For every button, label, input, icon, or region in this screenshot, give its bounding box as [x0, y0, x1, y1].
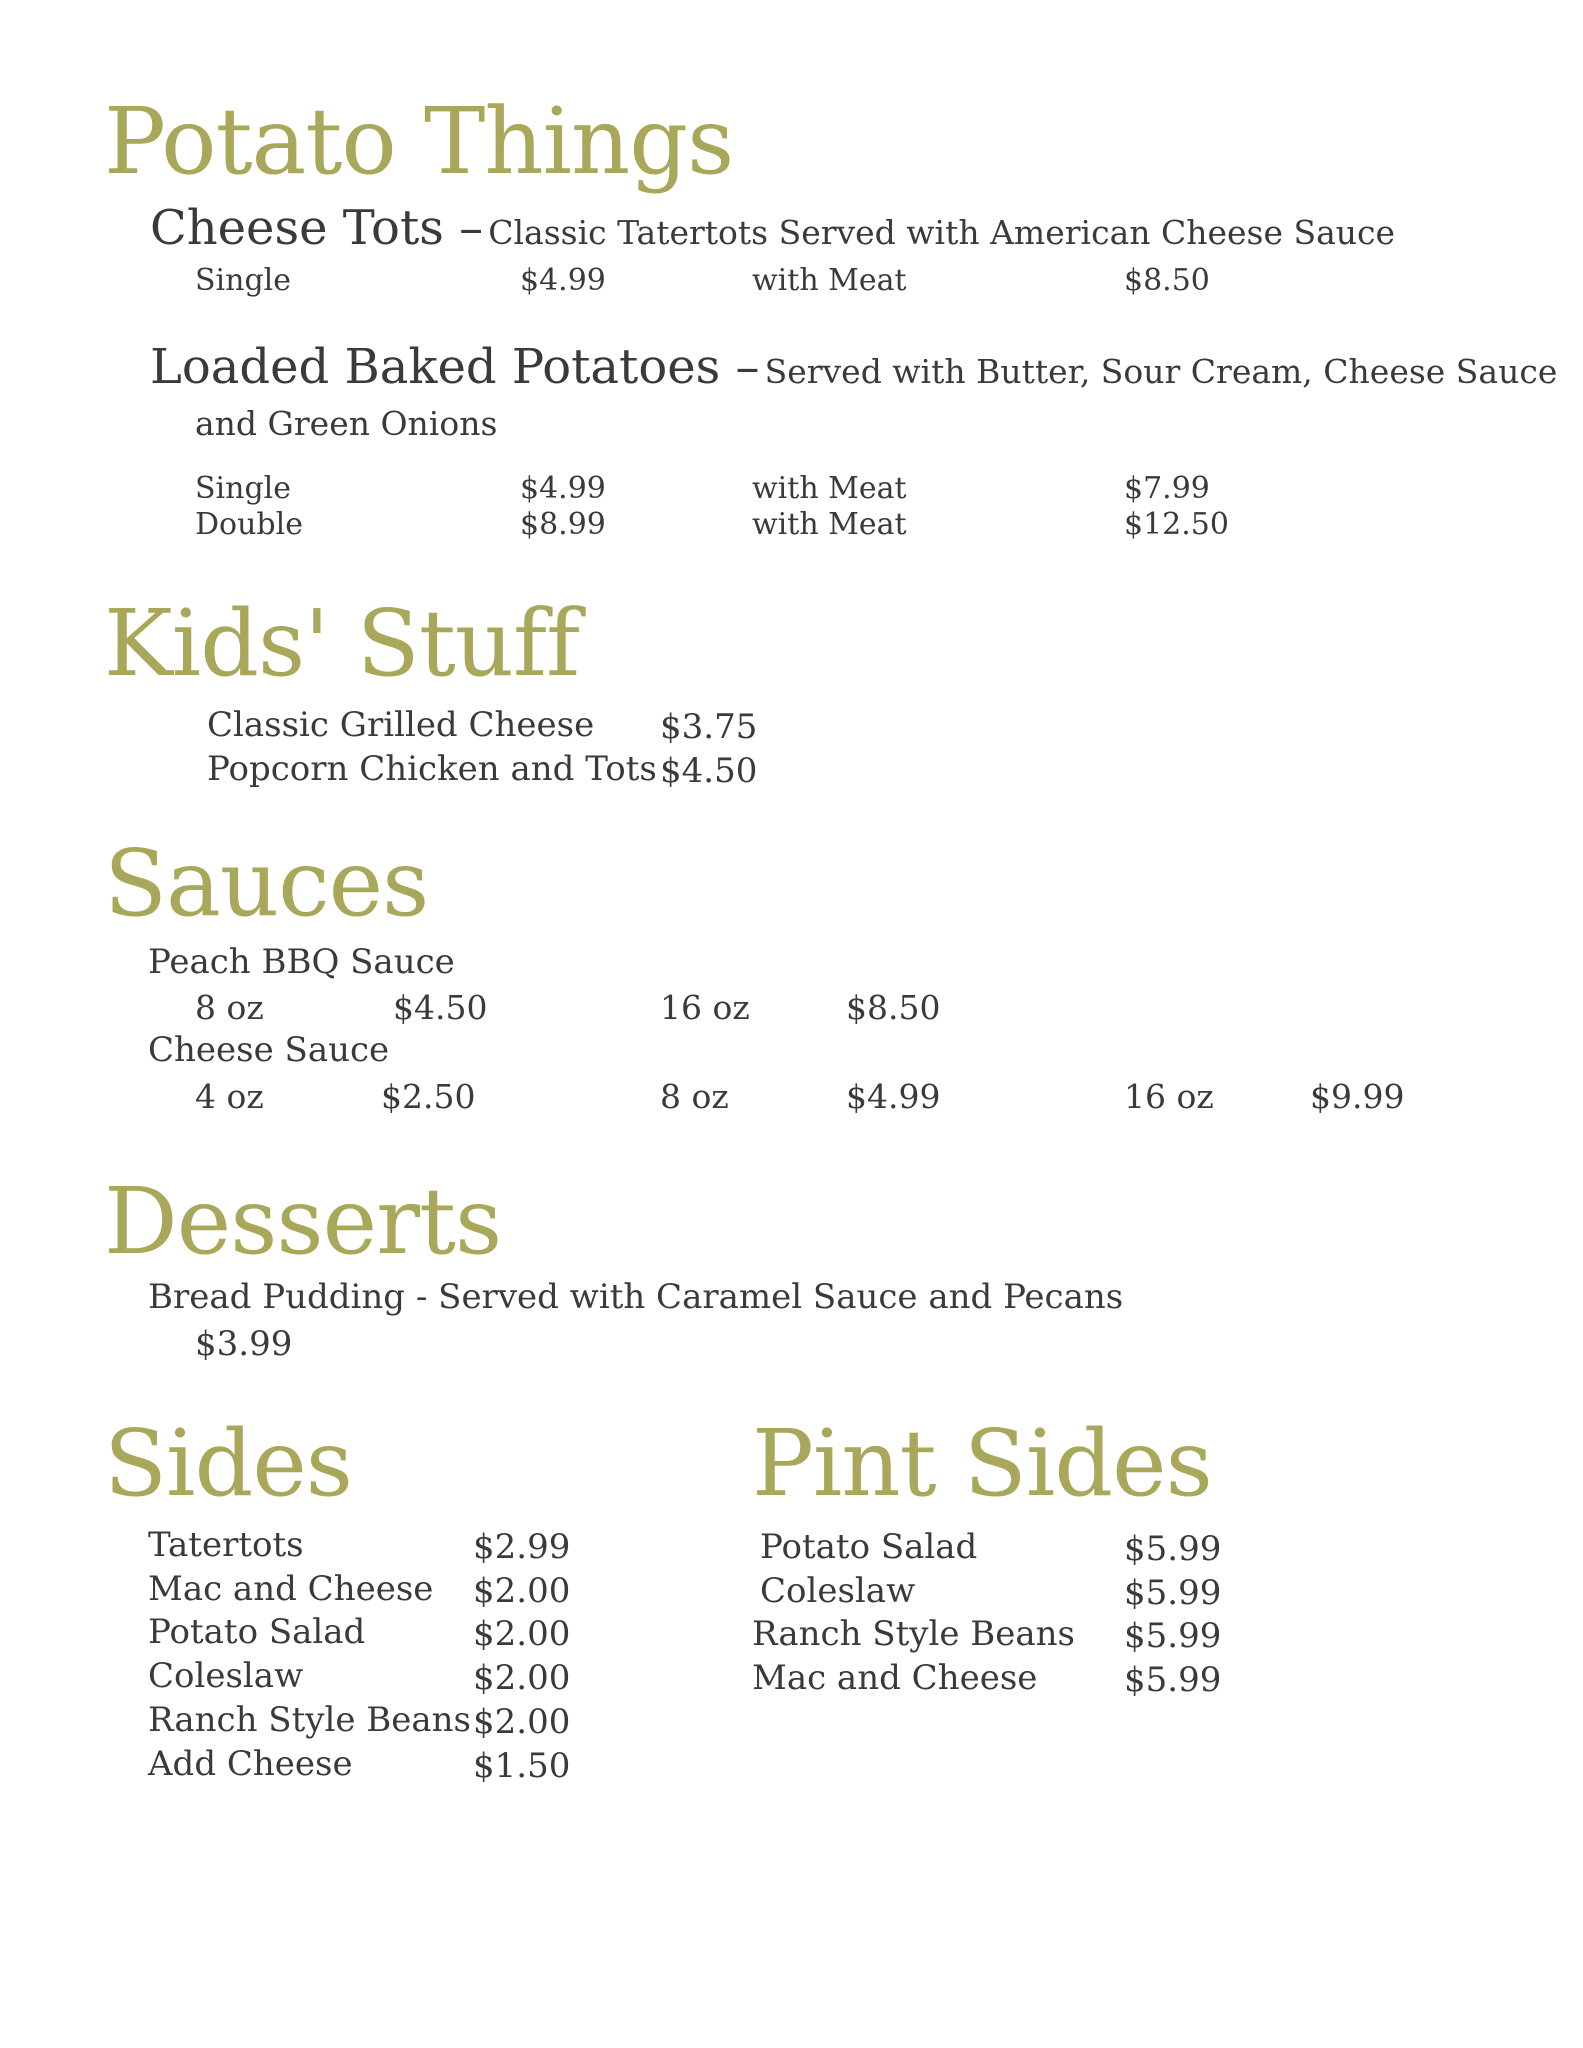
- loaded-baked-size: Single: [195, 471, 292, 506]
- side-price: $2.00: [473, 1702, 571, 1742]
- loaded-baked-meat-label: with Meat: [752, 471, 907, 506]
- loaded-baked-meat-price: $12.50: [1124, 507, 1229, 542]
- loaded-baked-line: [150, 339, 1558, 395]
- cheese-sauce-name: Cheese Sauce: [148, 1030, 390, 1070]
- cheese-tots-size: Single: [195, 263, 292, 298]
- side-price: $2.99: [473, 1527, 571, 1567]
- side-name: Add Cheese: [148, 1744, 353, 1784]
- side-price: $2.00: [473, 1614, 571, 1654]
- cheese-tots-meat-label: with Meat: [752, 263, 907, 298]
- kids-item-name: Classic Grilled Cheese: [207, 705, 595, 745]
- cheese-sauce-size: 8 oz: [660, 1077, 729, 1116]
- loaded-baked-price: $4.99: [520, 471, 606, 506]
- pint-side-name: Potato Salad: [760, 1527, 978, 1567]
- side-price: $2.00: [473, 1571, 571, 1611]
- loaded-baked-description: Served with Butter, Sour Cream, Cheese Sauce: [764, 352, 1558, 391]
- pint-side-name: Mac and Cheese: [752, 1658, 1038, 1698]
- side-price: $2.00: [473, 1658, 571, 1698]
- cheese-sauce-size: 4 oz: [195, 1077, 264, 1116]
- side-name: Coleslaw: [148, 1656, 304, 1696]
- side-name: Potato Salad: [148, 1612, 366, 1652]
- cheese-tots-description: Classic Tatertots Served with American Cheese Sauce: [488, 213, 1396, 252]
- cheese-sauce-price: $4.99: [846, 1077, 941, 1116]
- heading-kids-stuff: Kids' Stuff: [104, 590, 580, 697]
- loaded-baked-title: Loaded Baked Potatoes –: [150, 339, 760, 395]
- heading-sauces: Sauces: [104, 830, 429, 937]
- dessert-price: $3.99: [195, 1324, 293, 1364]
- kids-item-price: $4.50: [660, 751, 758, 791]
- loaded-baked-size: Double: [195, 507, 303, 542]
- heading-potato-things: Potato Things: [104, 88, 734, 195]
- pint-side-price: $5.99: [1124, 1660, 1222, 1700]
- heading-desserts: Desserts: [104, 1168, 502, 1275]
- cheese-tots-line: [150, 200, 1396, 256]
- pint-side-price: $5.99: [1124, 1529, 1222, 1569]
- cheese-tots-title: Cheese Tots –: [150, 200, 484, 256]
- loaded-baked-meat-label: with Meat: [752, 507, 907, 542]
- cheese-sauce-price: $9.99: [1310, 1077, 1405, 1116]
- pint-side-name: Ranch Style Beans: [752, 1614, 1075, 1654]
- loaded-baked-meat-price: $7.99: [1124, 471, 1210, 506]
- pint-side-name: Coleslaw: [760, 1571, 916, 1611]
- side-name: Ranch Style Beans: [148, 1700, 471, 1740]
- side-price: $1.50: [473, 1746, 571, 1786]
- kids-item-price: $3.75: [660, 707, 758, 747]
- heading-sides: Sides: [104, 1410, 352, 1517]
- peach-bbq-price: $4.50: [393, 988, 488, 1027]
- cheese-tots-meat-price: $8.50: [1124, 263, 1210, 298]
- kids-item-name: Popcorn Chicken and Tots: [207, 749, 657, 789]
- peach-bbq-size: 8 oz: [195, 988, 264, 1027]
- cheese-sauce-price: $2.50: [381, 1077, 476, 1116]
- dessert-item: Bread Pudding - Served with Caramel Sauce and Pecans: [148, 1277, 1124, 1317]
- pint-side-price: $5.99: [1124, 1573, 1222, 1613]
- cheese-tots-price: $4.99: [520, 263, 606, 298]
- loaded-baked-description-2: and Green Onions: [195, 404, 498, 443]
- side-name: Tatertots: [148, 1525, 304, 1565]
- peach-bbq-size: 16 oz: [660, 988, 750, 1027]
- heading-pint-sides: Pint Sides: [752, 1410, 1212, 1517]
- peach-bbq-name: Peach BBQ Sauce: [148, 942, 455, 982]
- pint-side-price: $5.99: [1124, 1616, 1222, 1656]
- cheese-sauce-size: 16 oz: [1124, 1077, 1214, 1116]
- peach-bbq-price: $8.50: [846, 988, 941, 1027]
- loaded-baked-price: $8.99: [520, 507, 606, 542]
- side-name: Mac and Cheese: [148, 1569, 434, 1609]
